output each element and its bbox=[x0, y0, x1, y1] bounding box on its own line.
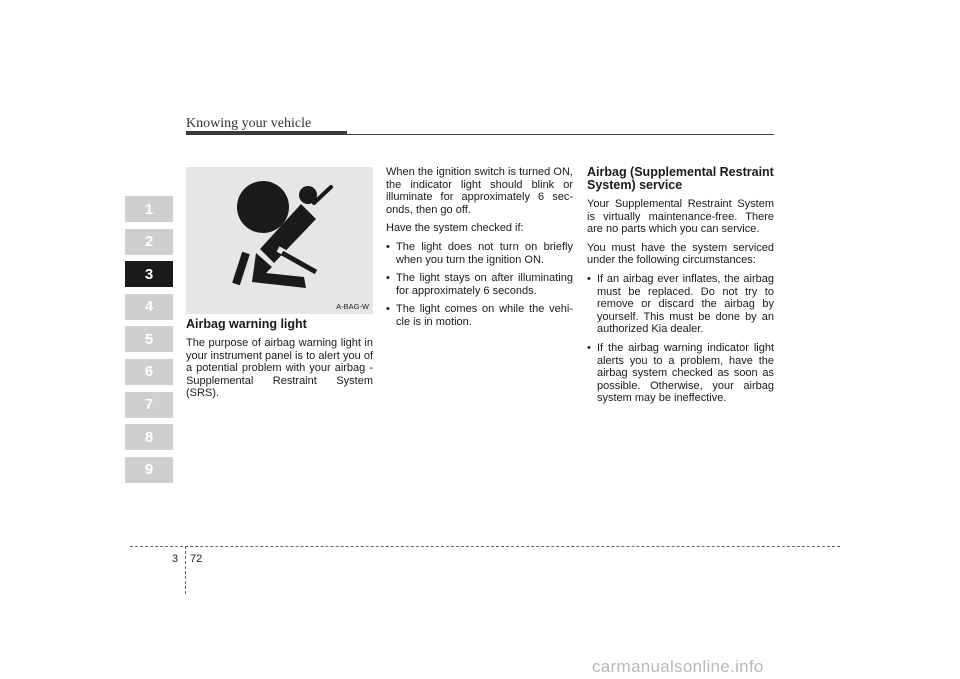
chapter-tab-5[interactable]: 5 bbox=[125, 326, 173, 352]
footer-rule bbox=[130, 546, 840, 547]
list-item: • The light stays on after illuminating for approximately 6 seconds. bbox=[386, 272, 573, 297]
column-1 bbox=[186, 318, 373, 406]
chapter-tab-9[interactable]: 9 bbox=[125, 457, 173, 483]
footer-divider bbox=[185, 546, 186, 594]
chapter-tab-4[interactable]: 4 bbox=[125, 294, 173, 320]
check-list bbox=[386, 241, 573, 329]
checked-if-paragraph: Have the system checked if: bbox=[386, 222, 524, 235]
chapter-tab-7[interactable]: 7 bbox=[125, 392, 173, 418]
maintenance-paragraph: Your Supplemental Restraint System is virtually maintenance-free. There are no parts which you can service. bbox=[587, 198, 774, 236]
list-item: • If an airbag ever inflates, the airbag must be replaced. Do not try to remove or discard the airbag by yourself. This must be done by an authorized Kia dealer. bbox=[587, 273, 774, 336]
service-list bbox=[587, 273, 774, 405]
list-item: • The light does not turn on briefly when you turn the ignition ON. bbox=[386, 241, 573, 266]
airbag-warning-body: The purpose of airbag warning light in your instrument panel is to alert you of a potential problem with your airbag - Supplemental Restraint System (SRS). bbox=[186, 337, 373, 400]
srs-service-heading: Airbag (Supplemental Restraint System) service bbox=[587, 165, 774, 192]
ignition-paragraph: When the ignition switch is turned ON, the indicator light should blink or illuminate for approximately 6 sec- onds, then go off. bbox=[386, 166, 573, 216]
column-3 bbox=[587, 166, 774, 411]
chapter-tab-2[interactable]: 2 bbox=[125, 229, 173, 255]
watermark: carmanualsonline.info bbox=[592, 657, 764, 676]
airbag-figure bbox=[186, 167, 373, 314]
list-item: • If the airbag warning indicator light alerts you to a problem, have the airbag system checked as soon as possible. Otherwise, your airbag system may be ineffective. bbox=[587, 342, 774, 405]
header-rule-thin bbox=[186, 134, 774, 135]
airbag-warning-heading: Airbag warning light bbox=[186, 317, 307, 331]
column-2 bbox=[386, 166, 573, 335]
chapter-tab-3[interactable]: 3 bbox=[125, 261, 173, 287]
airbag-warning-icon bbox=[186, 167, 373, 314]
footer-page-number: 72 bbox=[190, 553, 203, 565]
list-item: • The light comes on while the vehi- cle is in motion. bbox=[386, 303, 573, 328]
figure-code: A-BAG-W bbox=[336, 302, 369, 311]
footer-chapter-number: 3 bbox=[172, 553, 179, 565]
serviced-paragraph: You must have the system serviced under the following circumstances: bbox=[587, 241, 774, 267]
chapter-tab-8[interactable]: 8 bbox=[125, 424, 173, 450]
chapter-tab-1[interactable]: 1 bbox=[125, 196, 173, 222]
chapter-tab-6[interactable]: 6 bbox=[125, 359, 173, 385]
header-title: Knowing your vehicle bbox=[186, 116, 312, 131]
chapter-tabs bbox=[125, 196, 173, 489]
